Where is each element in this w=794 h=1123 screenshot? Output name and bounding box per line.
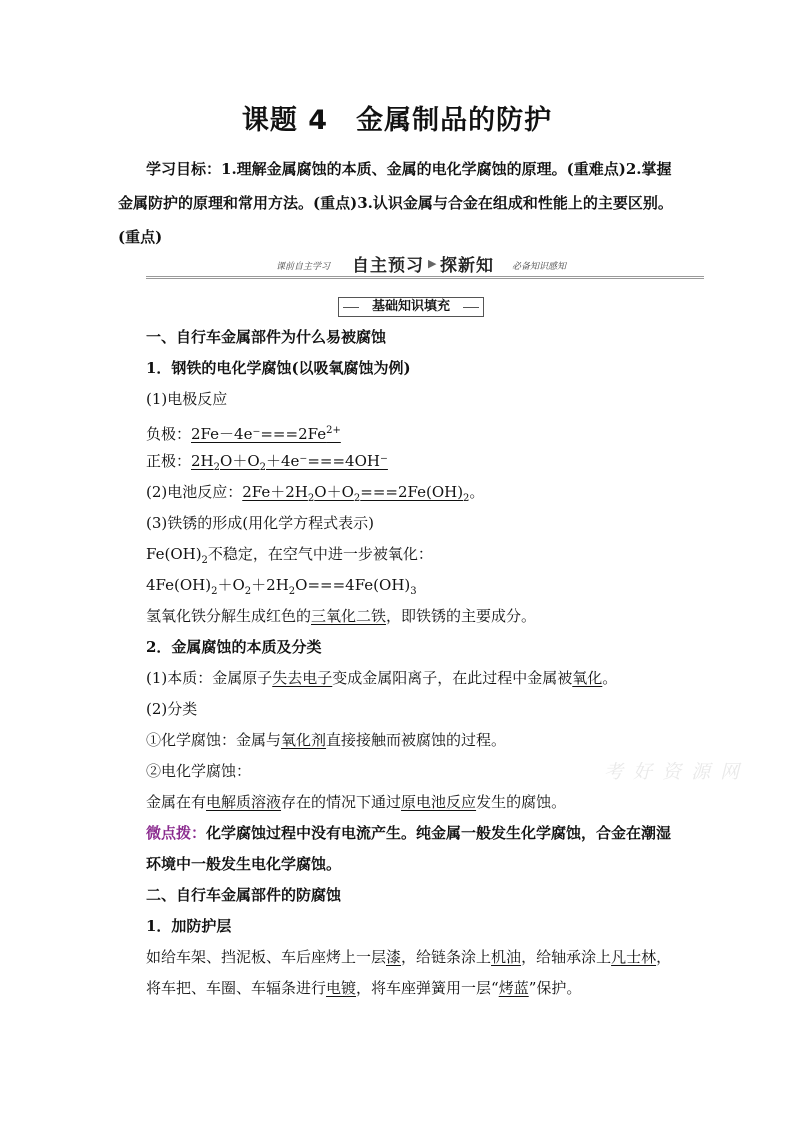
eq-part: 4Fe(OH) xyxy=(146,576,212,594)
fill-blank: 氧化剂 xyxy=(281,731,327,749)
text-part: 氢氧化铁分解生成红色的 xyxy=(146,607,312,625)
negative-electrode-line xyxy=(118,415,686,446)
document-body xyxy=(118,322,686,1004)
tip-paragraph xyxy=(118,818,686,880)
subscript: 2 xyxy=(211,586,218,597)
text-part: ，将车座弹簧用一层“ xyxy=(356,979,499,997)
text-part: ①化学腐蚀：金属与 xyxy=(146,731,282,749)
fill-blank: 电解质溶液 xyxy=(206,793,282,811)
text-part: ，将车把、车圈、车辐条进行 xyxy=(146,948,672,997)
banner-arrow-icon: ▶ xyxy=(428,257,437,270)
section-1-1-heading: 1．钢铁的电化学腐蚀(以吸氧腐蚀为例) xyxy=(146,359,411,377)
lesson-title: 课题 4 金属制品的防护 xyxy=(241,105,553,136)
fill-blank: 烤蓝 xyxy=(498,979,529,997)
learning-objectives: 学习目标：1.理解金属腐蚀的本质、金属的电化学腐蚀的原理。(重难点)2.掌握金属防护的原理和常用方法。(重点)3.认识金属与合金在组成和性能上的主要区别。(重点) xyxy=(118,160,673,246)
text-part: 如给车架、挡泥板、车后座烤上一层 xyxy=(146,948,387,966)
rust-text-line xyxy=(118,539,686,570)
electrode-label: (1)电极反应 xyxy=(146,390,228,408)
subscript: 2 xyxy=(463,493,470,504)
text-part: ”保护。 xyxy=(528,979,582,997)
text-part: 不稳定，在空气中进一步被氧化： xyxy=(207,545,433,563)
watermark: 考 好 资 源 网 xyxy=(604,761,742,783)
eq-part: O===4Fe(OH) xyxy=(295,576,411,594)
negative-label: 负极： xyxy=(146,425,192,443)
fill-blank: 凡士林 xyxy=(611,948,657,966)
text-part: 发生的腐蚀。 xyxy=(476,793,567,811)
protection-paragraph xyxy=(118,942,686,1004)
electrochemical-heading: ②电化学腐蚀： xyxy=(146,762,252,780)
fill-blank: 电镀 xyxy=(326,979,357,997)
positive-equation xyxy=(191,452,388,473)
text-part: 金属在有 xyxy=(146,793,207,811)
subscript: 3 xyxy=(410,586,417,597)
cell-reaction-equation xyxy=(242,483,470,504)
text-part: ，即铁锈的主要成分。 xyxy=(386,607,537,625)
fill-blank: 氧化 xyxy=(572,669,603,687)
essence-line xyxy=(118,663,686,694)
eq-part: ===2Fe(OH) xyxy=(360,483,464,501)
banner-right-caption: 必备知识感知 xyxy=(512,262,567,272)
subscript: 2 xyxy=(244,586,252,597)
banner-left-caption: 课前自主学习 xyxy=(276,262,331,272)
section-1-heading: 一、自行车金属部件为什么易被腐蚀 xyxy=(146,328,387,346)
text-part: Fe(OH) xyxy=(146,545,202,563)
subscript: 2 xyxy=(288,586,296,597)
eq-part: O＋O xyxy=(220,452,260,470)
cell-reaction-label: (2)电池反应： xyxy=(146,483,243,501)
negative-equation-text: 2Fe－4e⁻===2Fe xyxy=(191,425,327,443)
fill-blank: 机油 xyxy=(491,948,522,966)
rust-heading: (3)铁锈的形成(用化学方程式表示) xyxy=(146,514,374,532)
fill-blank: 原电池反应 xyxy=(401,793,477,811)
text-part: (1)本质：金属原子 xyxy=(146,669,273,687)
subscript: 2 xyxy=(259,462,266,473)
text-part: 变成金属阳离子，在此过程中金属被 xyxy=(332,669,573,687)
text-part: ，给链条涂上 xyxy=(401,948,492,966)
punctuation: 。 xyxy=(602,669,618,687)
section-label: 基础知识填充 xyxy=(338,297,484,317)
fill-blank: 失去电子 xyxy=(272,669,333,687)
cell-reaction-line xyxy=(118,477,686,508)
section-2-heading: 二、自行车金属部件的防腐蚀 xyxy=(146,886,342,904)
negative-equation xyxy=(191,425,341,443)
eq-part: ＋4e⁻===4OH⁻ xyxy=(266,452,388,470)
punctuation: 。 xyxy=(469,483,485,501)
text-part: 直接接触而被腐蚀的过程。 xyxy=(326,731,507,749)
tip-text: 化学腐蚀过程中没有电流产生。纯金属一般发生化学腐蚀，合金在潮湿环境中一般发生电化学腐蚀。 xyxy=(146,824,672,873)
subscript: 2 xyxy=(201,555,208,566)
subscript: 2 xyxy=(353,493,361,504)
eq-part: 2Fe＋2H xyxy=(242,483,308,501)
classification-label: (2)分类 xyxy=(146,700,198,718)
fill-blank: 漆 xyxy=(386,948,402,966)
banner-title-part2: 探新知 xyxy=(440,256,494,276)
eq-part: ＋2H xyxy=(251,576,289,594)
banner-title-part1: 自主预习 xyxy=(352,256,424,276)
decomposition-line xyxy=(118,601,686,632)
subscript: 2 xyxy=(307,493,315,504)
fill-blank: 三氧化二铁 xyxy=(311,607,387,625)
rust-equation-line xyxy=(118,570,686,601)
eq-part: O＋O xyxy=(314,483,354,501)
text-part: ，给轴承涂上 xyxy=(521,948,612,966)
section-banner xyxy=(146,254,704,279)
positive-electrode-line xyxy=(118,446,686,477)
positive-label: 正极： xyxy=(146,452,192,470)
section-1-2-heading: 2．金属腐蚀的本质及分类 xyxy=(146,638,322,656)
negative-equation-charge: 2+ xyxy=(326,425,341,436)
chemical-corrosion-line xyxy=(118,725,686,756)
section-2-1-heading: 1．加防护层 xyxy=(146,917,232,935)
subscript: 2 xyxy=(213,462,221,473)
eq-part: ＋O xyxy=(217,576,245,594)
text-part: 存在的情况下通过 xyxy=(281,793,402,811)
eq-part: 2H xyxy=(191,452,214,470)
electrochemical-line xyxy=(118,787,686,818)
tip-label: 微点拨： xyxy=(146,824,207,842)
